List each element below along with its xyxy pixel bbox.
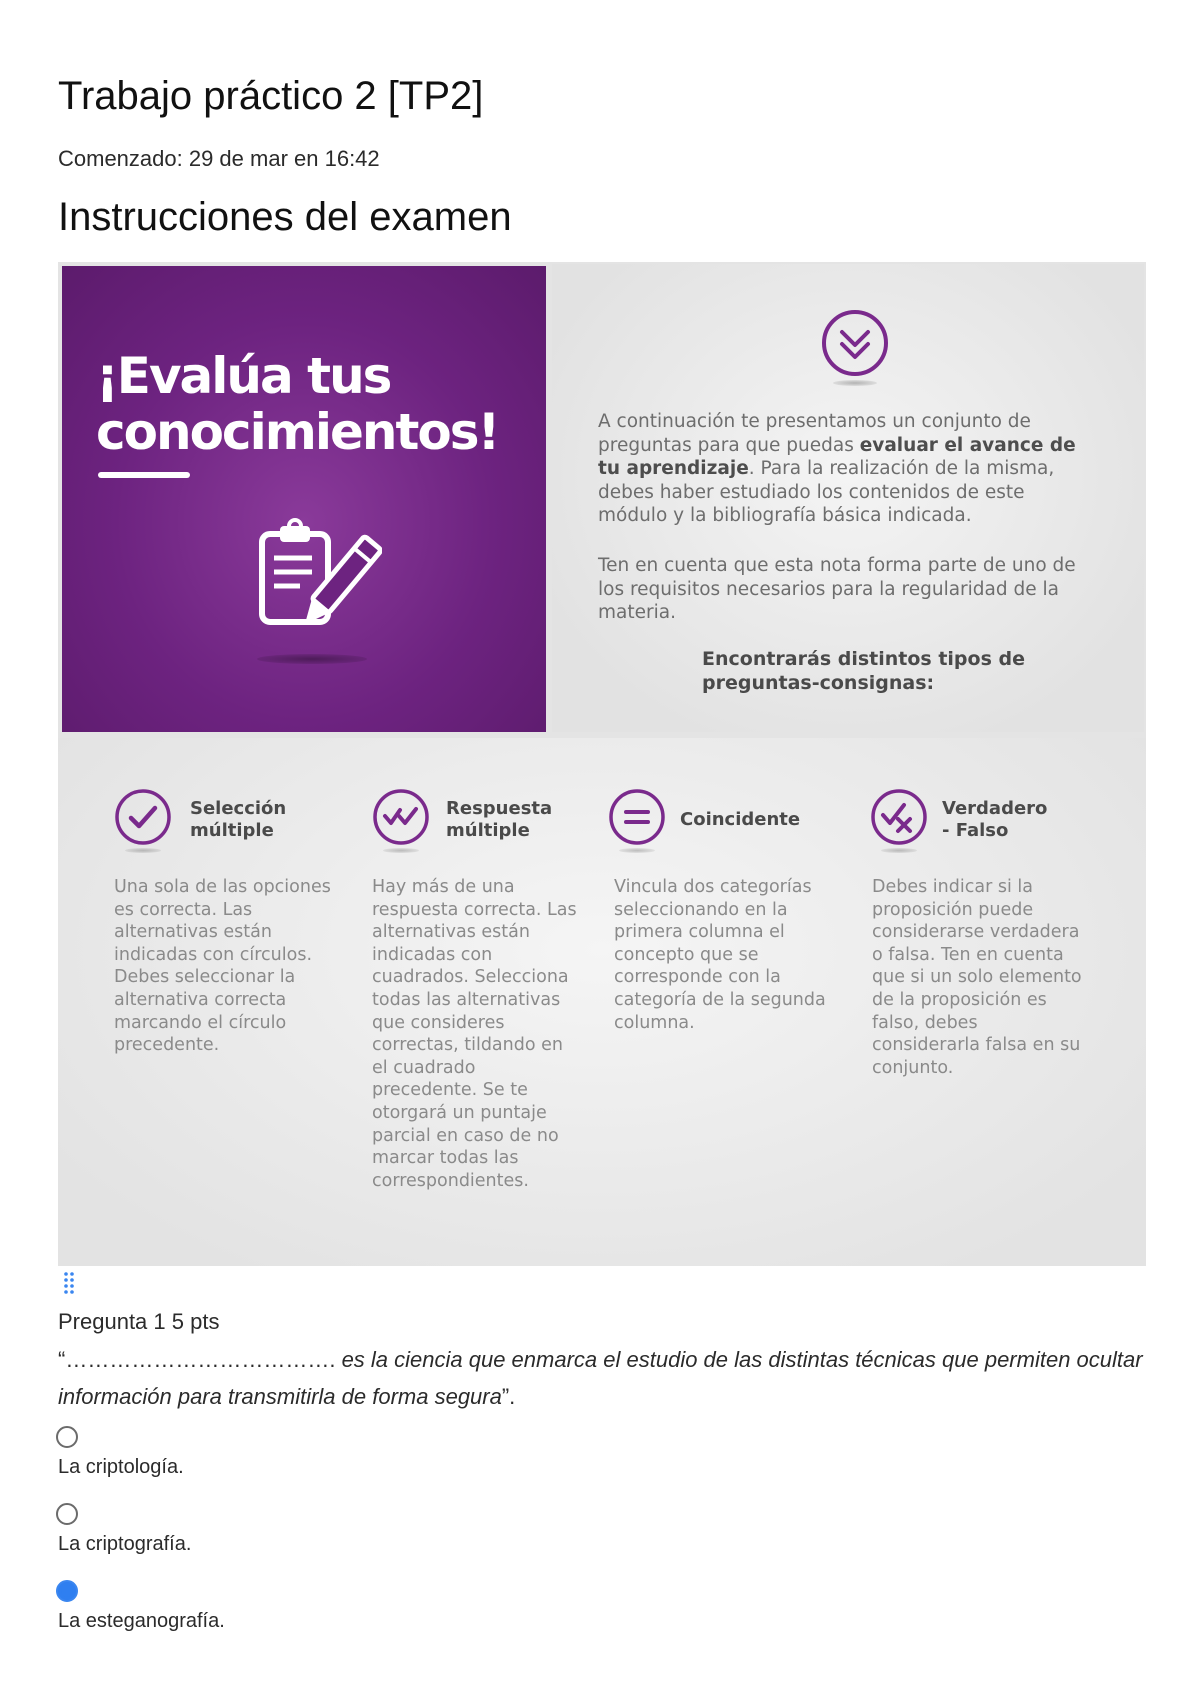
icon-shadow — [257, 654, 367, 664]
type-heading: Selección múltiple — [190, 798, 287, 841]
answer-option-label[interactable]: La criptología. — [58, 1456, 184, 1478]
type-heading: Coincidente — [680, 809, 801, 830]
page-title: Trabajo práctico 2 [TP2] — [58, 74, 484, 118]
blank-dots: ………………………………. — [65, 1347, 336, 1372]
evaluate-panel — [62, 266, 546, 732]
question-types-panel — [58, 738, 1146, 1266]
clipboard-pencil-icon — [252, 516, 382, 646]
question-types-heading: Encontrarás distintos tipos de preguntas-consignas: — [702, 648, 1025, 694]
evaluate-heading — [96, 348, 498, 460]
instructions-banner — [58, 262, 1146, 1266]
radio-button-selected[interactable] — [56, 1580, 78, 1602]
type-description: Una sola de las opciones es correcta. Las alternativas están indicadas con círculos. Debes seleccionar la alternativa correcta marcando el círculo precedente. — [114, 877, 331, 1056]
intro-panel — [552, 264, 1144, 732]
equals-circle-icon — [608, 788, 666, 846]
quote-open: “ — [58, 1347, 66, 1372]
check-x-circle-icon — [870, 788, 928, 846]
double-check-circle-icon — [372, 788, 430, 846]
intro-text-part: A continuación te presentamos un conjunto de preguntas para que puedas — [598, 411, 1031, 456]
evaluate-heading-line1: ¡Evalúa tus — [96, 347, 391, 405]
answer-option-label[interactable]: La criptografía. — [58, 1533, 192, 1555]
type-heading: Respuesta múltiple — [446, 798, 553, 841]
icon-shadow — [881, 848, 917, 853]
answer-option-label[interactable]: La esteganografía. — [58, 1610, 225, 1632]
section-title: Instrucciones del examen — [58, 195, 512, 239]
icon-shadow — [833, 380, 877, 386]
question-title: Pregunta 1 5 pts — [58, 1309, 220, 1334]
icon-shadow — [619, 848, 655, 853]
heading-underline — [98, 472, 190, 478]
intro-paragraph-2: Ten en cuenta que esta nota forma parte de uno de los requisitos necesarios para la regularidad de la materia. — [598, 555, 1076, 623]
quote-close: ”. — [501, 1384, 516, 1409]
type-description: Debes indicar si la proposición puede considerarse verdadera o falsa. Ten en cuenta que si un solo elemento de la proposición es falso, debes considerarla falsa en su conjunto. — [872, 877, 1082, 1078]
question-text — [58, 1341, 1148, 1415]
started-timestamp: Comenzado: 29 de mar en 16:42 — [58, 146, 380, 171]
intro-paragraph — [598, 410, 1098, 528]
evaluate-heading-line2: conocimientos! — [96, 403, 499, 461]
type-heading: Verdadero - Falso — [942, 798, 1048, 841]
answer-option[interactable] — [56, 1426, 184, 1479]
intro-text-bold: evaluar el avance de tu aprendizaje — [598, 434, 1076, 479]
radio-button[interactable] — [56, 1503, 78, 1525]
answer-option[interactable] — [56, 1503, 191, 1556]
question-text-italic: es la ciencia que enmarca el estudio de las distintas técnicas que permiten ocultar información para transmitirla de forma segura — [58, 1347, 1143, 1409]
icon-shadow — [383, 848, 419, 853]
drag-handle-icon[interactable] — [62, 1270, 76, 1296]
double-chevron-down-icon — [820, 308, 890, 378]
check-circle-icon — [114, 788, 172, 846]
type-description: Vincula dos categorías seleccionando en la primera columna el concepto que se corresponde con la categoría de la segunda columna. — [614, 877, 826, 1033]
intro-text-part: . Para la realización de la misma, debes haber estudiado los contenidos de este módulo y la bibliografía básica indicada. — [598, 458, 1055, 526]
type-description: Hay más de una respuesta correcta. Las alternativas están indicadas con cuadrados. Selecciona todas las alternativas que consideres correctas, tildando en el cuadrado precedente. Se te otorgará un puntaje parcial en caso de no marcar todas las correspondientes. — [372, 877, 577, 1191]
answer-option[interactable] — [56, 1580, 225, 1633]
radio-button[interactable] — [56, 1426, 78, 1448]
icon-shadow — [125, 848, 161, 853]
